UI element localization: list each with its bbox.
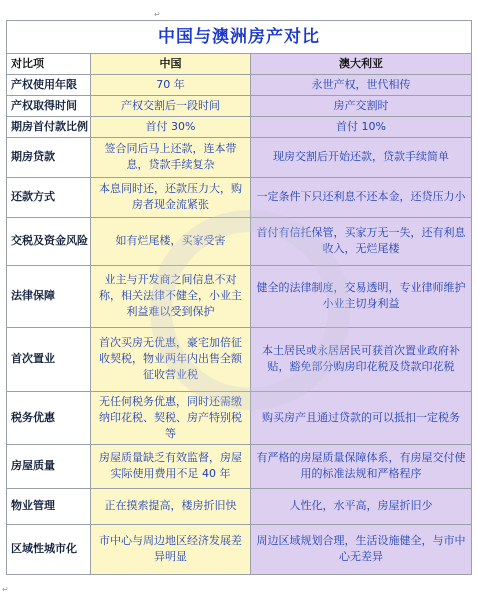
australia-cell: 首付 10% [251, 116, 472, 137]
row-label: 首次置业 [7, 327, 91, 391]
table-body [7, 75, 472, 575]
australia-cell: 首付有信托保管，买家万无一失，还有利息收入，无烂尾楼 [251, 217, 472, 265]
paragraph-mark: ↵ [154, 10, 161, 19]
table-row [7, 217, 472, 265]
page-title: 中国与澳洲房产对比 [158, 26, 320, 47]
australia-cell: 本土居民或永居居民可获首次置业政府补贴，豁免部分购房印花税及贷款印花税 [251, 327, 472, 391]
china-cell: 房屋质量缺乏有效监督，房屋实际使用费用不足 40 年 [91, 444, 251, 488]
china-cell: 首次买房无优惠，豪宅加倍征收契税，物业两年内出售全额征收营业税 [91, 327, 251, 391]
row-label: 法律保障 [7, 265, 91, 327]
australia-cell: 一定条件下只还利息不还本金，还贷压力小 [251, 177, 472, 217]
table-row [7, 524, 472, 574]
row-label: 产权使用年限 [7, 75, 91, 96]
row-label: 期房贷款 [7, 137, 91, 177]
header-label: 对比项 [7, 54, 91, 75]
china-cell: 业主与开发商之间信息不对称，相关法律不健全，小业主利益难以受到保护 [91, 265, 251, 327]
row-label: 区域性城市化 [7, 524, 91, 574]
title-row [7, 21, 472, 54]
header-australia: 澳大利亚 [251, 54, 472, 75]
australia-cell: 周边区域规划合理，生活设施健全，与市中心无差异 [251, 524, 472, 574]
australia-cell: 人性化，水平高，房屋折旧少 [251, 488, 472, 524]
china-cell: 首付 30% [91, 116, 251, 137]
australia-cell: 永世产权，世代相传 [251, 75, 472, 96]
table-row [7, 177, 472, 217]
header-china: 中国 [91, 54, 251, 75]
title-cell [7, 21, 472, 54]
china-cell: 产权交割后一段时间 [91, 95, 251, 116]
table-row [7, 327, 472, 391]
australia-cell: 现房交割后开始还款，贷款手续简单 [251, 137, 472, 177]
row-label: 还款方式 [7, 177, 91, 217]
china-cell: 如有烂尾楼，买家受害 [91, 217, 251, 265]
australia-cell: 购买房产且通过贷款的可以抵扣一定税务 [251, 391, 472, 444]
row-label: 期房首付款比例 [7, 116, 91, 137]
australia-cell: 有严格的房屋质量保障体系，有房屋交付使用的标准法规和严格程序 [251, 444, 472, 488]
row-label: 交税及资金风险 [7, 217, 91, 265]
row-label: 房屋质量 [7, 444, 91, 488]
table-row [7, 75, 472, 96]
australia-cell: 健全的法律制度，交易透明，专业律师维护小业主切身利益 [251, 265, 472, 327]
table-row [7, 444, 472, 488]
table-row [7, 116, 472, 137]
header-row [7, 54, 472, 75]
row-label: 产权取得时间 [7, 95, 91, 116]
table-row [7, 488, 472, 524]
table-row [7, 95, 472, 116]
china-cell: 无任何税务优惠，同时还需缴纳印花税、契税、房产特别税等 [91, 391, 251, 444]
china-cell: 本息同时还，还款压力大，购房者现金流紧张 [91, 177, 251, 217]
table-row [7, 391, 472, 444]
china-cell: 正在摸索提高，楼房折旧快 [91, 488, 251, 524]
table-row [7, 265, 472, 327]
china-cell: 市中心与周边地区经济发展差异明显 [91, 524, 251, 574]
china-cell: 70 年 [91, 75, 251, 96]
table-row [7, 137, 472, 177]
row-label: 物业管理 [7, 488, 91, 524]
comparison-table [6, 20, 472, 575]
row-label: 税务优惠 [7, 391, 91, 444]
china-cell: 签合同后马上还款，连本带息，贷款手续复杂 [91, 137, 251, 177]
paragraph-mark-bottom: ↵ [2, 585, 9, 594]
australia-cell: 房产交割时 [251, 95, 472, 116]
